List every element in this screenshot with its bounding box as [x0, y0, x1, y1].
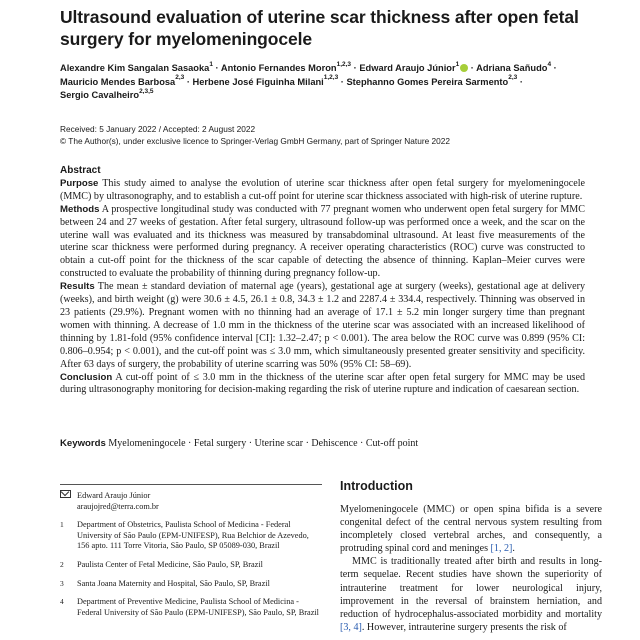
author-affiliation-marker: 1,2,3: [323, 74, 339, 82]
affiliation-item: [60, 560, 322, 571]
author-name[interactable]: Edward Araujo Júnior$^1$: [359, 63, 468, 73]
orcid-icon[interactable]: [460, 64, 468, 72]
affiliation-text: Paulista Center of Fetal Medicine, São Paulo, SP, Brazil: [77, 559, 263, 569]
author-affiliation-marker: 2,3: [508, 74, 518, 82]
author-affiliation-marker: 4: [547, 60, 552, 68]
author-name[interactable]: Stephanno Gomes Pereira Sarmento$^{2,3}$: [346, 74, 518, 87]
conclusion-text: A cut-off point of ≤ 3.0 mm in the thickness of the uterine scar after open fetal surgery for MMC may be used during ultrasonography monitoring for decision-making regarding the risk of uterine rupture and indication of caesarean section.: [60, 371, 585, 396]
author-affiliation-marker: 2,3: [175, 74, 185, 82]
author-name[interactable]: Mauricio Mendes Barbosa$^{2,3}$: [60, 74, 185, 87]
author-name[interactable]: Alexandre Kim Sangalan Sasaoka$^1$: [60, 60, 213, 73]
author-affiliation-marker: 1: [455, 60, 460, 68]
keywords-text: Myelomeningocele · Fetal surgery · Uterine scar · Dehiscence · Cut-off point: [105, 438, 419, 449]
abstract-section: [60, 165, 585, 397]
introduction-paragraph-2: MMC is traditionally treated after birth and results in long-term sequelae. Recent studies have shown the superiority of intrauterine treatment for lower neurological injury, improvement in the reversal of brainstem herniation, and reduction of hydrocephalus-associated morbidity and mortality [3, 4]. However, intrauterine surgery presents the risk of: [340, 556, 602, 633]
results-text: The mean ± standard deviation of maternal age (years), gestational age at surgery (weeks), gestational age at delivery (weeks), and birth weight (g) were 30.6 ± 4.5, 26.1 ± 0.8, 34.3 ± 1.2 and 2287.4 ± 334.4, respectively. Thinning was observed in 23 patients (29.9%). Pregnant women with no thinning had an average of 17.1 ± 5.2 min longer surgery time than pregnant women with thinning. A decrease of 1.0 mm in the thickness of the uterine scar was associated with an increased likelihood of thinning by 1.81-fold (95% confidence interval [CI]: 1.32–2.47; p < 0.001). The area below the ROC curve was 0.899 (95% CI: 0.806–0.954; p < 0.001), and the cut-off point was ≤ 3.0 mm, which simultaneously presented greater sensitivity and specificity. After 63 days of surgery, the probability of uterine scarring was 50% (95% CI: 58–69).: [60, 281, 585, 370]
citation-link[interactable]: [3, 4]: [340, 621, 362, 633]
keywords-label: Keywords: [60, 438, 106, 449]
author-name[interactable]: Adriana Sañudo$^4$: [476, 60, 552, 73]
methods-label: Methods: [60, 203, 100, 215]
envelope-icon: [60, 490, 71, 502]
conclusion-label: Conclusion: [60, 371, 113, 383]
author-name[interactable]: Antonio Fernandes Moron$^{1,2,3}$: [220, 60, 352, 73]
purpose-label: Purpose: [60, 177, 99, 189]
introduction-heading: Introduction: [340, 479, 413, 493]
purpose-text: This study aimed to analyse the evolution of uterine scar thickness after open fetal surgery for myelomeningocele (MMC) by ultrasonography, and to establish a cut-off point for uterine scar thickness associated with high-risk of uterine rupture.: [60, 177, 585, 202]
correspondence-email[interactable]: araujojred@terra.com.br: [77, 501, 159, 511]
footnote-divider: [60, 484, 322, 485]
footnotes: [60, 491, 322, 626]
affiliation-item: [60, 579, 322, 590]
abstract-purpose: [60, 178, 585, 204]
abstract-conclusion: [60, 372, 585, 398]
affiliation-list: [60, 520, 322, 618]
author-name[interactable]: Sergio Cavalheiro$^{2,3,5}$: [60, 87, 154, 100]
keywords-line: [60, 437, 585, 450]
introduction-section: [340, 478, 602, 634]
abstract-methods: [60, 204, 585, 281]
affiliation-text: Department of Preventive Medicine, Paulista School of Medicina - Federal University of São Paulo (EPM-UNIFESP), São Paulo, SP, Brazil: [77, 597, 319, 617]
article-title: Ultrasound evaluation of uterine scar thickness after open fetal surgery for myelomeningocele: [60, 7, 579, 49]
abstract-heading: Abstract: [60, 165, 101, 176]
affiliation-number: 3: [60, 578, 64, 588]
affiliation-text: Santa Joana Maternity and Hospital, São Paulo, SP, Brazil: [77, 578, 270, 588]
author-affiliation-marker: 1: [209, 60, 213, 68]
introduction-paragraph-1: Myelomeningocele (MMC) or open spina bifida is a severe congenital defect of the central nervous system resulting from incompletely closed vertebral arches, and consequently, a protruding spinal cord and meninges [1, 2].: [340, 504, 602, 555]
affiliation-text: Department of Obstetrics, Paulista School of Medicina - Federal University of São Paulo (EPM-UNIFESP), Rua Belchior de Azevedo, 156 apto. 111 Torre Vitoria, São Paulo, SP 05089-030, Brazil: [77, 520, 309, 551]
received-accepted-dates: Received: 5 January 2022 / Accepted: 2 August 2022: [60, 124, 256, 134]
affiliation-number: 4: [60, 597, 64, 607]
author-list: Alexandre Kim Sangalan Sasaoka$^1$ · Antonio Fernandes Moron$^{1,2,3}$ · Edward Araujo Júnior$^1$ · Adriana Sañudo$^4$ · Mauricio Mendes Barbosa$^{2,3}$ · Herbene José Figuinha Milani$^{1,2,3}$ · Stephanno Gomes Pereira Sarmento$^{2,3}$ · Sergio Cavalheiro$^{2,3,5}$: [60, 60, 557, 100]
affiliation-item: [60, 520, 322, 552]
correspondence-name: Edward Araujo Júnior: [77, 491, 151, 500]
affiliation-item: [60, 597, 322, 618]
publication-info: [60, 124, 450, 147]
abstract-results: [60, 281, 585, 371]
affiliation-number: 2: [60, 559, 64, 569]
methods-text: A prospective longitudinal study was conducted with 77 pregnant women who underwent open fetal surgery for MMC between 24 and 27 weeks of gestation. After fetal surgery, ultrasound follow-up was performed once a week, and the scar on the uterine wall was evaluated and its thickness was measured by transabdominal ultrasound. At least five measurements of the uterine scar thickness were performed during pregnancy. A receiver operating characteristics (ROC) curve was constructed to obtain a cut-off point for the thickness of the scar capable of detecting the absence of thinning. Kaplan–Meier curves were constructed to evaluate the probability of thinning during pregnancy follow-up.: [60, 203, 585, 280]
correspondence-note: [60, 491, 322, 512]
affiliation-number: 1: [60, 520, 64, 530]
results-label: Results: [60, 281, 95, 293]
author-affiliation-marker: 1,2,3: [336, 60, 352, 68]
copyright-notice: © The Author(s), under exclusive licence to Springer-Verlag GmbH Germany, part of Springer Nature 2022: [60, 135, 450, 146]
author-affiliation-marker: 2,3,5: [139, 87, 154, 95]
citation-link[interactable]: [1, 2]: [490, 543, 513, 555]
author-name[interactable]: Herbene José Figuinha Milani$^{1,2,3}$: [192, 74, 339, 87]
